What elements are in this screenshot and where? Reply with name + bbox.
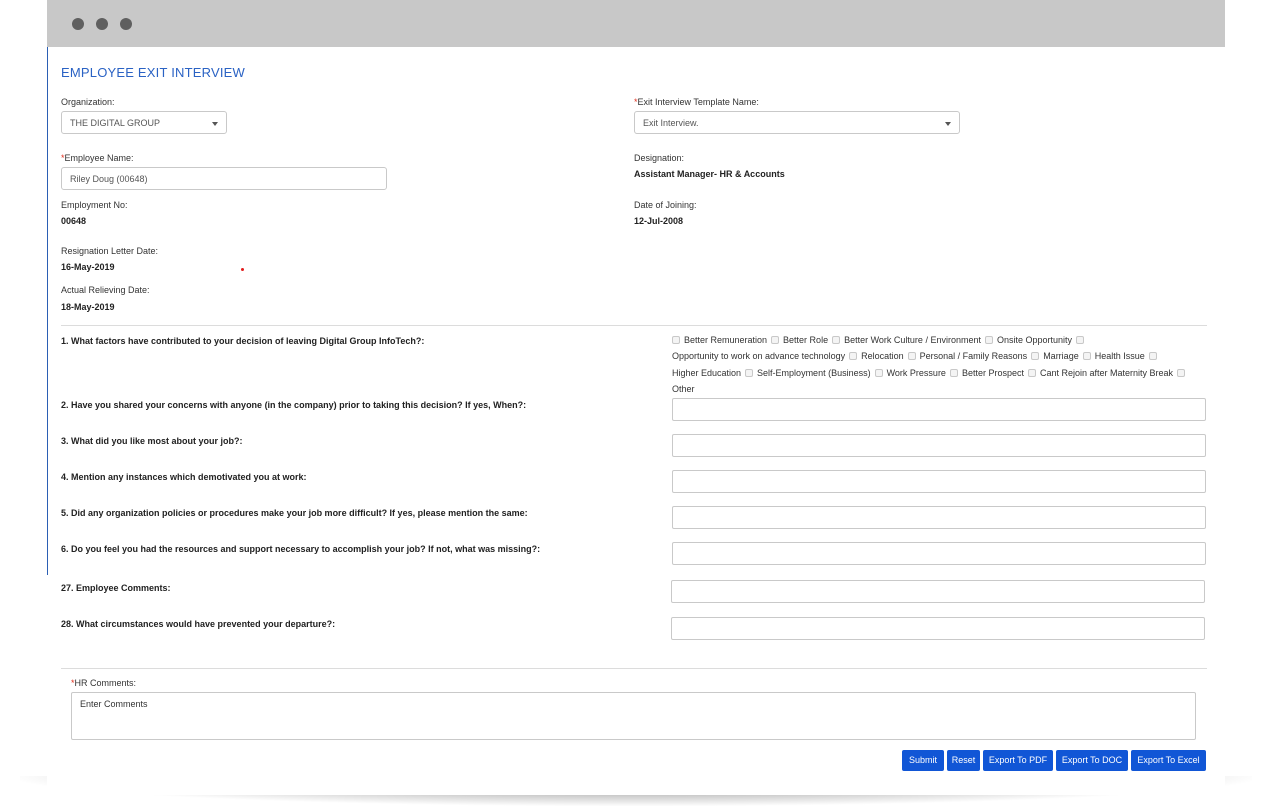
factor-checkbox[interactable] xyxy=(672,336,680,344)
factor-row-3 xyxy=(672,368,1189,378)
factor-label: Work Pressure xyxy=(886,368,946,378)
hr-comments-textarea[interactable]: Enter Comments xyxy=(71,692,1196,740)
factor-label: Better Role xyxy=(783,335,829,345)
submit-button[interactable]: Submit xyxy=(902,750,944,771)
designation-value: Assistant Manager- HR & Accounts xyxy=(634,169,785,179)
question-6: 6. Do you feel you had the resources and support necessary to accomplish your job? If not, what was missing?: xyxy=(61,544,541,554)
date-of-joining-label: Date of Joining: xyxy=(634,200,697,210)
factor-checkbox[interactable] xyxy=(1076,336,1084,344)
left-accent-bar xyxy=(47,47,48,575)
window-maximize-dot[interactable] xyxy=(120,18,132,30)
organization-value: THE DIGITAL GROUP xyxy=(70,118,161,128)
template-select[interactable] xyxy=(634,111,960,134)
employment-no-value: 00648 xyxy=(61,216,87,226)
employee-name-input[interactable]: Riley Doug (00648) xyxy=(61,167,387,190)
export-doc-button[interactable]: Export To DOC xyxy=(1056,750,1128,771)
factor-label: Personal / Family Reasons xyxy=(919,351,1028,361)
hr-comments-label xyxy=(71,678,136,688)
answer-input-2[interactable] xyxy=(672,398,1206,421)
question-3: 3. What did you like most about your job?: xyxy=(61,436,243,446)
factor-checkbox[interactable] xyxy=(1031,352,1039,360)
page-title: EMPLOYEE EXIT INTERVIEW xyxy=(61,65,245,80)
employee-name-label xyxy=(61,153,134,163)
window-titlebar xyxy=(47,0,1225,47)
answer-input-5[interactable] xyxy=(672,506,1206,529)
relieving-date-label: Actual Relieving Date: xyxy=(61,285,150,295)
relieving-date-value: 18-May-2019 xyxy=(61,302,115,312)
factor-row-2 xyxy=(672,351,1161,361)
factor-label: Better Remuneration xyxy=(684,335,768,345)
factor-label: Higher Education xyxy=(672,368,742,378)
factor-label: Cant Rejoin after Maternity Break xyxy=(1039,368,1174,378)
hr-comments-label-text: HR Comments: xyxy=(74,678,137,688)
template-label xyxy=(634,97,759,107)
answer-input-27[interactable] xyxy=(671,580,1205,603)
employment-no-label: Employment No: xyxy=(61,200,128,210)
red-marker-dot xyxy=(241,268,244,271)
factor-row-1 xyxy=(672,335,1088,345)
factor-checkbox[interactable] xyxy=(745,369,753,377)
answer-input-4[interactable] xyxy=(672,470,1206,493)
factor-label: Better Prospect xyxy=(961,368,1024,378)
template-label-text: Exit Interview Template Name: xyxy=(637,97,759,107)
window-minimize-dot[interactable] xyxy=(96,18,108,30)
factor-label: Onsite Opportunity xyxy=(996,335,1073,345)
factor-label: Other xyxy=(672,384,695,394)
browser-window xyxy=(47,0,1225,795)
factor-label: Relocation xyxy=(861,351,904,361)
answer-input-28[interactable] xyxy=(671,617,1205,640)
factor-row-4 xyxy=(672,384,695,394)
factor-checkbox[interactable] xyxy=(1083,352,1091,360)
answer-input-3[interactable] xyxy=(672,434,1206,457)
template-value: Exit Interview. xyxy=(643,118,699,128)
employee-name-label-text: Employee Name: xyxy=(64,153,134,163)
question-28: 28. What circumstances would have prevented your departure?: xyxy=(61,619,336,629)
required-mark: * xyxy=(61,153,65,163)
required-mark: * xyxy=(634,97,638,107)
question-1: 1. What factors have contributed to your decision of leaving Digital Group InfoTech?: xyxy=(61,336,425,346)
question-27: 27. Employee Comments: xyxy=(61,583,171,593)
question-5: 5. Did any organization policies or procedures make your job more difficult? If yes, please mention the same: xyxy=(61,508,528,518)
question-4: 4. Mention any instances which demotivated you at work: xyxy=(61,472,307,482)
organization-label: Organization: xyxy=(61,97,115,107)
factor-checkbox[interactable] xyxy=(849,352,857,360)
section-divider xyxy=(61,668,1207,669)
factor-label: Health Issue xyxy=(1094,351,1145,361)
resignation-date-label: Resignation Letter Date: xyxy=(61,246,159,256)
factor-label: Opportunity to work on advance technology xyxy=(672,351,846,361)
date-of-joining-value: 12-Jul-2008 xyxy=(634,216,684,226)
factor-checkbox[interactable] xyxy=(1149,352,1157,360)
export-excel-button[interactable]: Export To Excel xyxy=(1131,750,1206,771)
factor-checkbox[interactable] xyxy=(771,336,779,344)
export-pdf-button[interactable]: Export To PDF xyxy=(983,750,1053,771)
factor-label: Self-Employment (Business) xyxy=(757,368,871,378)
factor-checkbox[interactable] xyxy=(1028,369,1036,377)
factor-checkbox[interactable] xyxy=(832,336,840,344)
exit-interview-form xyxy=(47,47,1225,795)
factor-checkbox[interactable] xyxy=(1177,369,1185,377)
answer-input-6[interactable] xyxy=(672,542,1206,565)
factor-checkbox[interactable] xyxy=(985,336,993,344)
factor-checkbox[interactable] xyxy=(908,352,916,360)
factor-checkbox[interactable] xyxy=(950,369,958,377)
factor-checkbox[interactable] xyxy=(875,369,883,377)
resignation-date-value: 16-May-2019 xyxy=(61,262,115,272)
reset-button[interactable]: Reset xyxy=(947,750,980,771)
designation-label: Designation: xyxy=(634,153,685,163)
window-close-dot[interactable] xyxy=(72,18,84,30)
factor-label: Better Work Culture / Environment xyxy=(844,335,981,345)
chevron-down-icon xyxy=(945,122,951,126)
question-2: 2. Have you shared your concerns with anyone (in the company) prior to taking this decision? If yes, When?: xyxy=(61,400,527,410)
chevron-down-icon xyxy=(212,122,218,126)
factor-label: Marriage xyxy=(1043,351,1079,361)
organization-select[interactable] xyxy=(61,111,227,134)
required-mark: * xyxy=(71,678,75,688)
section-divider xyxy=(61,325,1207,326)
